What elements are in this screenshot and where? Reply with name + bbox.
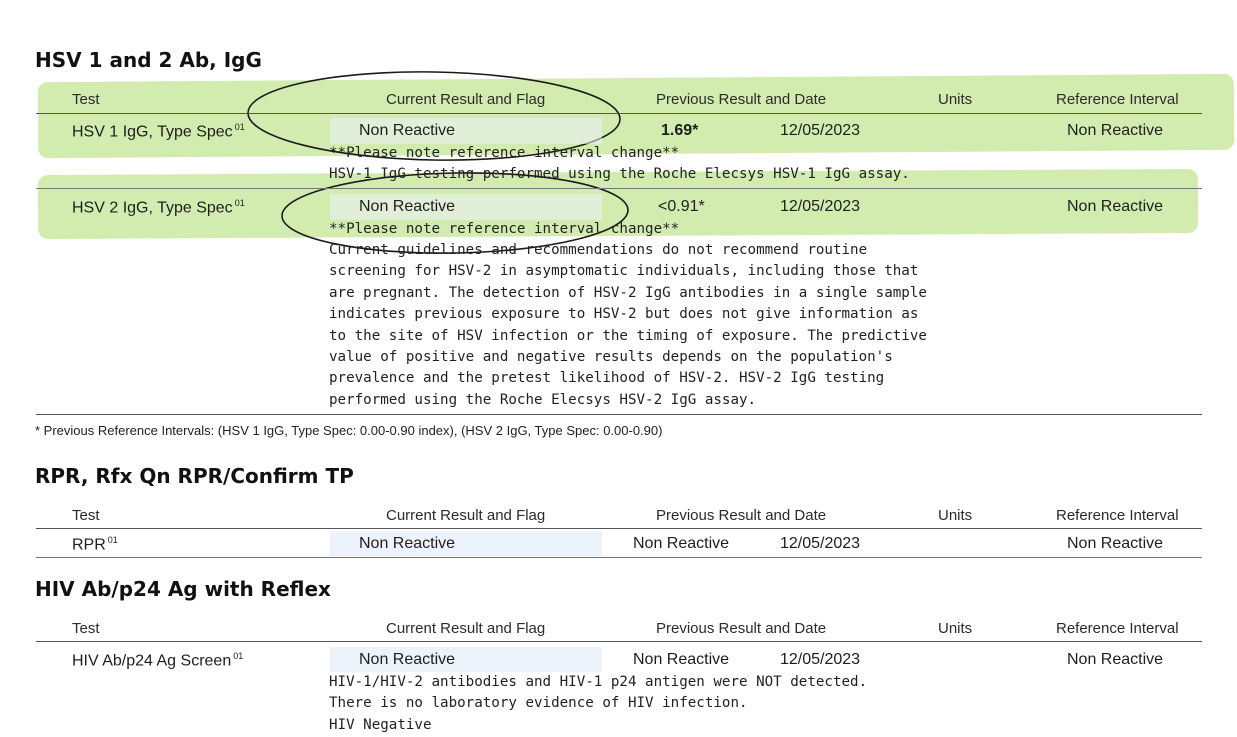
hiv-previous-result: Non Reactive	[633, 651, 730, 668]
hsv1-previous-result: 1.69*	[661, 122, 699, 139]
comment-line: to the site of HSV infection or the timing of exposure. The predictive	[329, 327, 927, 344]
col-header-previous: Previous Result and Date	[656, 507, 827, 524]
section-title-rpr: RPR, Rfx Qn RPR/Confirm TP	[35, 464, 354, 488]
header-rule	[36, 528, 1202, 529]
col-header-units: Units	[938, 507, 973, 524]
hsv2-previous-result: <0.91*	[658, 198, 705, 215]
table-row-rpr-test: RPR $^{01}$	[72, 535, 118, 554]
hiv-reference: Non Reactive	[1067, 651, 1164, 668]
rpr-previous-date: 12/05/2023	[780, 535, 861, 552]
table-row-hsv2-test: HSV 2 IgG, Type Spec $^{01}$	[72, 198, 245, 217]
comment-line: HIV Negative	[329, 716, 432, 733]
hsv1-previous-date: 12/05/2023	[780, 122, 861, 139]
header-rule	[36, 113, 1202, 114]
hsv2-note-interval: **Please note reference interval change**	[329, 221, 680, 237]
comment-line: Current guidelines and recommendations do not recommend routine	[329, 242, 868, 258]
hsv1-note-interval: **Please note reference interval change**	[329, 145, 680, 161]
rpr-reference: Non Reactive	[1067, 535, 1164, 552]
col-header-units: Units	[938, 91, 973, 108]
hsv2-previous-date: 12/05/2023	[780, 198, 861, 215]
col-header-current: Current Result and Flag	[386, 620, 546, 637]
col-header-ref: Reference Interval	[1056, 91, 1179, 108]
comment-line: value of positive and negative results depends on the population's	[329, 349, 893, 366]
hsv1-current-result: Non Reactive	[359, 122, 456, 139]
comment-line: prevalence and the pretest likelihood of HSV-2. HSV-2 IgG testing	[329, 370, 885, 387]
hsv1-reference: Non Reactive	[1067, 122, 1164, 139]
col-header-previous: Previous Result and Date	[656, 620, 827, 637]
comment-line: HIV-1/HIV-2 antibodies and HIV-1 p24 antigen were NOT detected.	[329, 674, 868, 690]
table-row-hiv-test: HIV Ab/p24 Ag Screen $^{01}$	[72, 651, 244, 670]
comment-line: indicates previous exposure to HSV-2 but does not give information as	[329, 306, 919, 323]
col-header-test: Test	[72, 620, 100, 637]
hsv1-note-assay: HSV-1 IgG testing performed using the Roche Elecsys HSV-1 IgG assay.	[329, 166, 910, 182]
section-title-hsv: HSV 1 and 2 Ab, IgG	[35, 48, 262, 72]
rpr-previous-result: Non Reactive	[633, 535, 730, 552]
section-end-rule	[36, 414, 1202, 415]
rpr-current-result: Non Reactive	[359, 535, 456, 552]
table-row-hsv1-test: HSV 1 IgG, Type Spec $^{01}$	[72, 122, 245, 141]
col-header-current: Current Result and Flag	[386, 507, 546, 524]
row-divider	[36, 188, 1202, 189]
col-header-test: Test	[72, 507, 100, 524]
comment-line: are pregnant. The detection of HSV-2 IgG antibodies in a single sample	[329, 284, 927, 301]
col-header-current: Current Result and Flag	[386, 91, 546, 108]
comment-line: performed using the Roche Elecsys HSV-2 IgG assay.	[329, 391, 757, 408]
row-divider	[36, 557, 1202, 558]
col-header-ref: Reference Interval	[1056, 507, 1179, 524]
col-header-units: Units	[938, 620, 973, 637]
previous-reference-footnote: * Previous Reference Intervals: (HSV 1 IgG, Type Spec: 0.00-0.90 index), (HSV 2 IgG, Type Spec: 0.00-0.90)	[35, 423, 663, 438]
col-header-ref: Reference Interval	[1056, 620, 1179, 637]
col-header-previous: Previous Result and Date	[656, 91, 827, 108]
col-header-test: Test	[72, 91, 100, 108]
section-title-hiv: HIV Ab/p24 Ag with Reflex	[35, 577, 331, 601]
hsv2-current-result: Non Reactive	[359, 198, 456, 215]
hiv-current-result: Non Reactive	[359, 651, 456, 668]
comment-line: There is no laboratory evidence of HIV infection.	[329, 695, 748, 712]
hiv-comment	[329, 672, 867, 736]
hiv-previous-date: 12/05/2023	[780, 651, 861, 668]
hsv2-comment	[329, 240, 927, 411]
header-rule	[36, 641, 1202, 642]
hsv2-reference: Non Reactive	[1067, 198, 1164, 215]
comment-line: screening for HSV-2 in asymptomatic individuals, including those that	[329, 263, 919, 280]
